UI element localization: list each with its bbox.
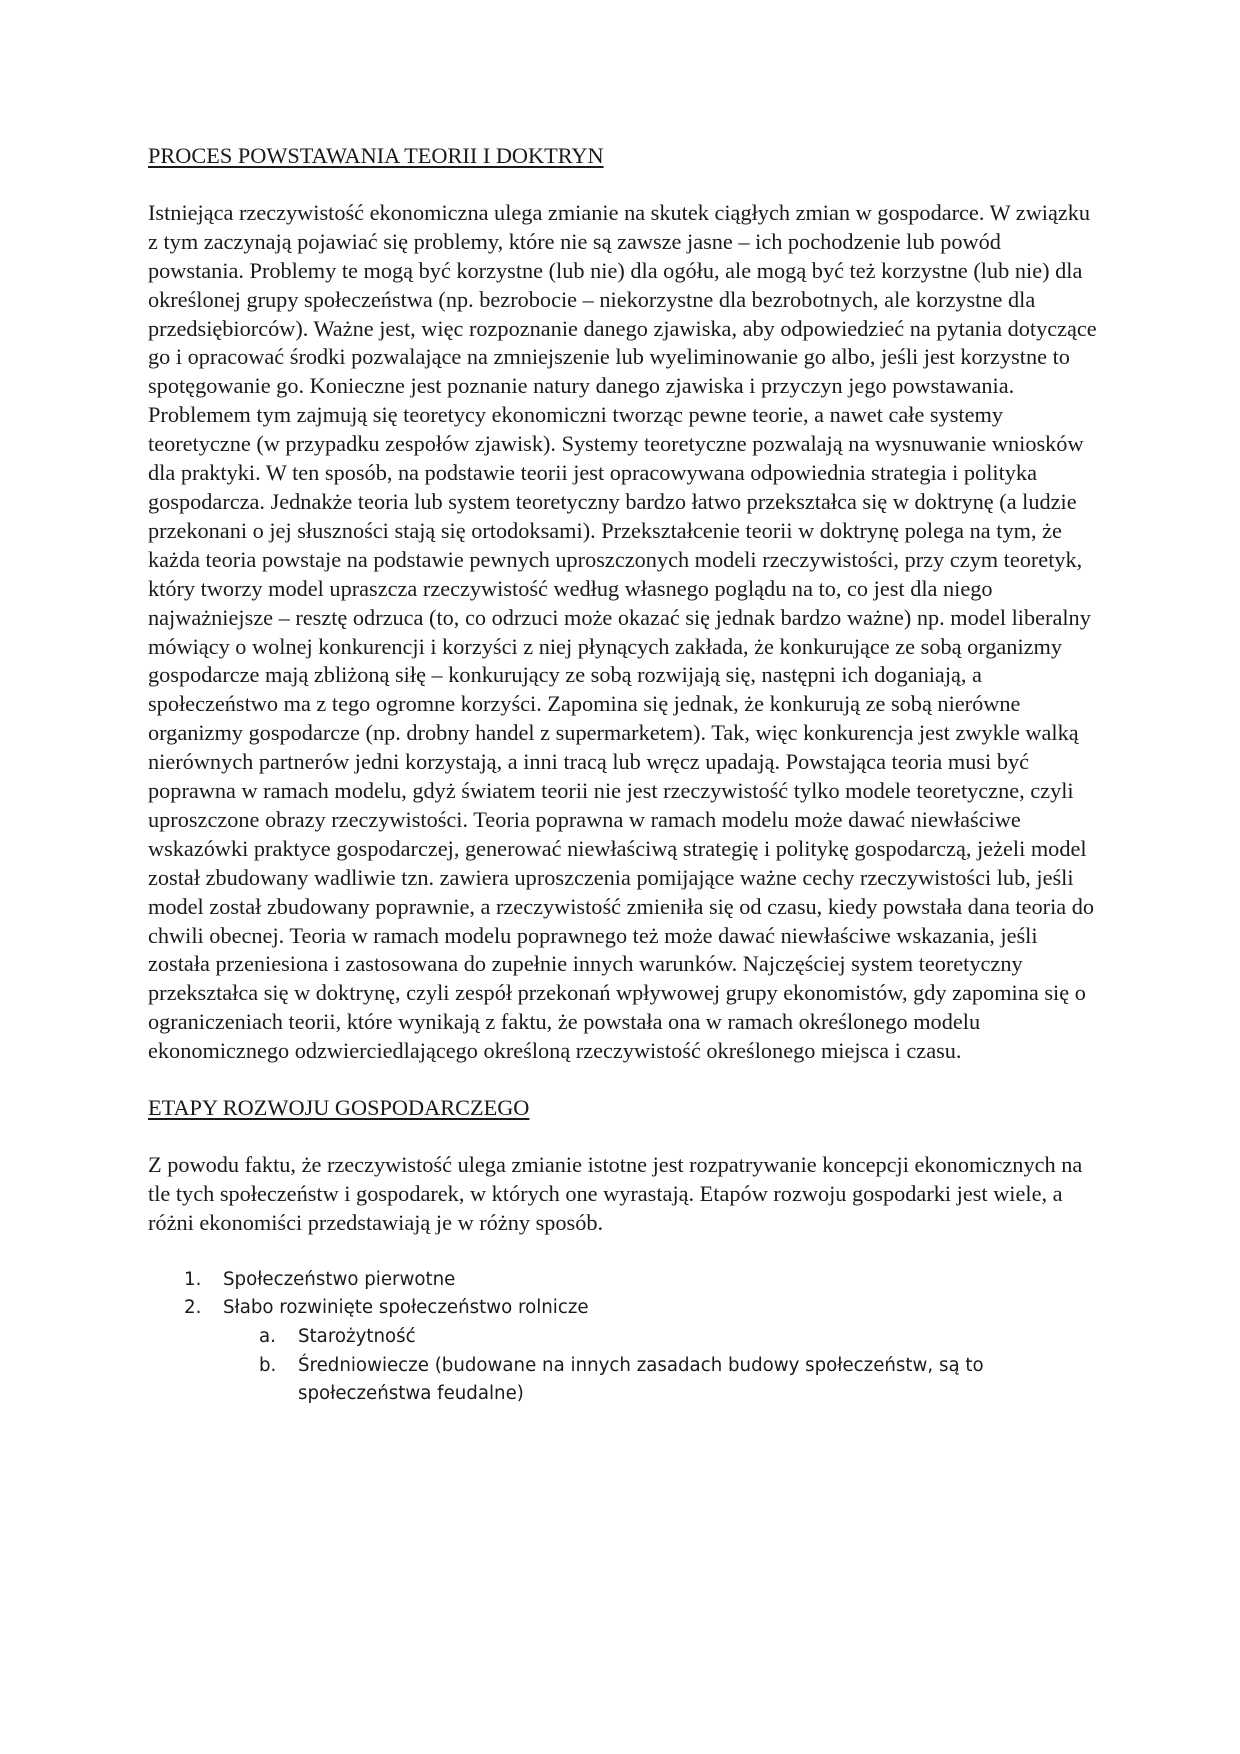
sub-list-item-text: Starożytność bbox=[298, 1325, 416, 1347]
stages-sub-list bbox=[223, 1323, 1098, 1409]
list-item bbox=[148, 1294, 1098, 1408]
sub-list-item bbox=[148, 1323, 1098, 1352]
section-paragraph-stages: Z powodu faktu, że rzeczywistość ulega zmianie istotne jest rozpatrywanie koncepcji ekonomicznych na tle tych społeczeństw i gospodarek, w których one wyrastają. Etapów rozwoju gospodarki jest wiele, a różni ekonomiści przedstawiają je w różny sposób. bbox=[148, 1152, 1083, 1235]
list-item-number: 2. bbox=[184, 1297, 202, 1319]
sub-list-item-text: Średniowiecze (budowane na innych zasadach budowy społeczeństw, są to społeczeństwa feudalne) bbox=[298, 1354, 984, 1405]
list-item-text: Słabo rozwinięte społeczeństwo rolnicze bbox=[223, 1297, 589, 1319]
sub-list-item bbox=[148, 1352, 1098, 1409]
list-item bbox=[148, 1266, 1098, 1295]
list-item-text: Społeczeństwo pierwotne bbox=[223, 1268, 456, 1290]
list-item-number: 1. bbox=[184, 1268, 202, 1290]
stages-list bbox=[148, 1266, 1098, 1409]
section-title-theories: PROCES POWSTAWANIA TEORII I DOKTRYN bbox=[148, 143, 604, 168]
sub-list-item-letter: a. bbox=[259, 1325, 276, 1347]
section-title-stages: ETAPY ROZWOJU GOSPODARCZEGO bbox=[148, 1095, 530, 1121]
document-page bbox=[148, 142, 1098, 1427]
section-paragraph-theories: Istniejąca rzeczywistość ekonomiczna ulega zmianie na skutek ciągłych zmian w gospodarce. W związku z tym zaczynają pojawiać się problemy, które nie są zawsze jasne – ich pochodzenie lub powód powstania. Problemy te mogą być korzystne (lub nie) dla ogółu, ale mogą być też korzystne (lub nie) dla określonej grupy społeczeństwa (np. bezrobocie – niekorzystne dla bezrobotnych, ale korzystne dla przedsiębiorców). Ważne jest, więc rozpoznanie danego zjawiska, aby odpowiedzieć na pytania dotyczące go i opracować środki pozwalające na zmniejszenie lub wyeliminowanie go albo, jeśli jest korzystne to spotęgowanie go. Konieczne jest poznanie natury danego zjawiska i przyczyn jego powstawania. Problemem tym zajmują się teoretycy ekonomiczni tworząc pewne teorie, a nawet całe systemy teoretyczne (w przypadku zespołów zjawisk). Systemy teoretyczne pozwalają na wysnuwanie wniosków dla praktyki. W ten sposób, na podstawie teorii jest opracowywana odpowiednia strategia i polityka gospodarcza. Jednakże teoria lub system teoretyczny bardzo łatwo przekształca się w doktrynę (a ludzie przekonani o jej słuszności stają się ortodoksami). Przekształcenie teorii w doktrynę polega na tym, że każda teoria powstaje na podstawie pewnych uproszczonych modeli rzeczywistości, przy czym teoretyk, który tworzy model upraszcza rzeczywistość według własnego poglądu na to, co jest dla niego najważniejsze – resztę odrzuca (to, co odrzuci może okazać się jednak bardzo ważne) np. model liberalny mówiący o wolnej konkurencji i korzyści z niej płynących zakłada, że konkurujące ze sobą organizmy gospodarcze mają zbliżoną siłę – konkurujący ze sobą rozwijają się, następni ich doganiają, a społeczeństwo ma z tego ogromne korzyści. Zapomina się jednak, że konkurują ze sobą nierówne organizmy gospodarcze (np. drobny handel z supermarketem). Tak, więc konkurencja jest zwykle walką nierównych partnerów jedni korzystają, a inni tracą lub wręcz upadają. Powstająca teoria musi być poprawna w ramach modelu, gdyż światem teorii nie jest rzeczywistość tylko modele teoretyczne, czyli uproszczone obrazy rzeczywistości. Teoria poprawna w ramach modelu może dawać niewłaściwe wskazówki praktyce gospodarczej, generować niewłaściwą strategię i politykę gospodarczą, jeżeli model został zbudowany wadliwie tzn. zawiera uproszczenia pomijające ważne cechy rzeczywistości lub, jeśli model został zbudowany poprawnie, a rzeczywistość zmieniła się od czasu, kiedy powstała dana teoria do chwili obecnej. Teoria w ramach modelu poprawnego też może dawać niewłaściwe wskazania, jeśli została przeniesiona i zastosowana do zupełnie innych warunków. Najczęściej system teoretyczny przekształca się w doktrynę, czyli zespół przekonań wpływowej grupy ekonomistów, gdy zapomina się o ograniczeniach teorii, które wynikają z faktu, że powstała ona w ramach określonego modelu ekonomicznego odzwierciedlającego określoną rzeczywistość określonego miejsca i czasu. bbox=[148, 199, 1097, 1064]
sub-list-item-letter: b. bbox=[259, 1354, 277, 1376]
